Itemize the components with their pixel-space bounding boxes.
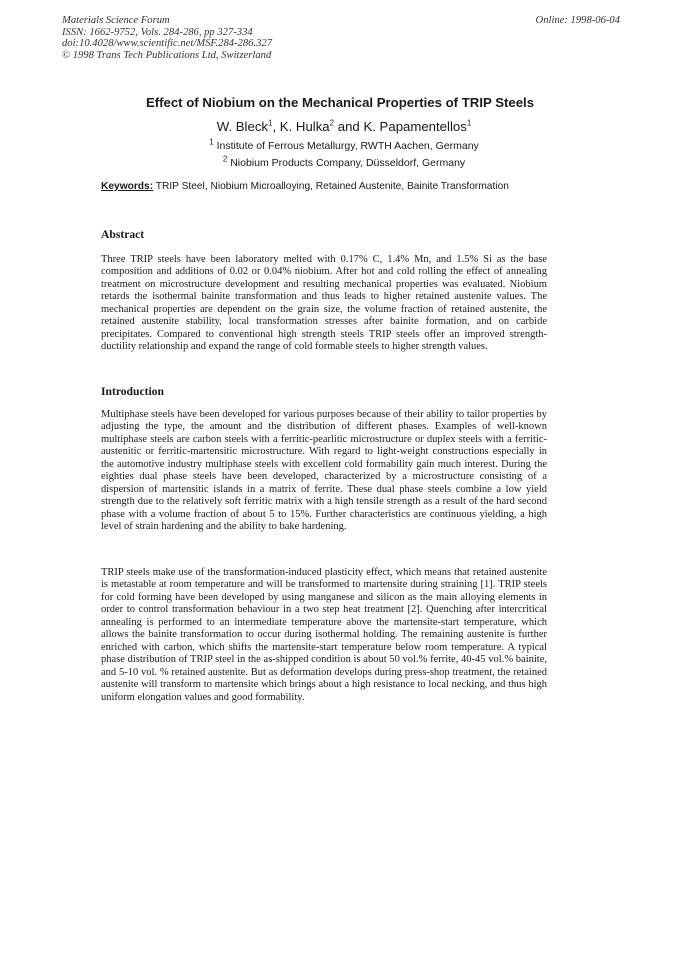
doi-link[interactable]: doi:10.4028/www.scientific.net/MSF.284-286.327 [62,38,272,50]
affiliation-text: Niobium Products Company, Düsseldorf, Germany [230,157,466,169]
keywords-line [101,181,581,192]
affiliation-marker: 2 [222,154,228,164]
issn-line: ISSN: 1662-9752, Vols. 284-286, pp 327-334 [62,26,253,38]
author-name: K. Papamentellos [363,119,467,134]
journal-name: Materials Science Forum [62,15,170,26]
author-separator: and [334,119,364,134]
affiliation-2 [60,154,628,169]
journal-header [62,15,272,61]
affiliation-marker: 1 [268,118,273,128]
affiliation-1 [60,137,628,152]
affiliation-marker: 1 [466,118,472,128]
copyright-line: © 1998 Trans Tech Publications Ltd, Switzerland [62,49,272,61]
keywords-label: Keywords: [101,181,154,192]
affiliation-marker: 1 [209,137,214,147]
affiliation-marker: 2 [329,118,335,128]
keywords-text: TRIP Steel, Niobium Microalloying, Retained Austenite, Bainite Transformation [155,181,509,192]
introduction-paragraph-1: Multiphase steels have been developed for various purposes because of their ability to tailor properties by adjusting the type, the amount and the distribution of different phases. Examples of well-known multiphase steels are carbon steels with a ferritic-pearlitic microstructure or duplex steels with a ferritic-austenitic or ferritic-martensitic microstructure. With regard to light-weight constructions especially in the automotive industry multiphase steels with excellent cold formability gain much interest. During the eighties dual phase steels have been developed, characterized by a microstructure consisting of a dispersion of martensitic islands in a matrix of ferrite. These dual phase steels combine a low yield strength due to the relatively soft ferritic matrix with a high tensile strength as a result of the hard second phase with a volume fraction of about 5 to 15%. Further characteristics are continuous yielding, a high level of strain hardening and the ability to bake hardening. [101,409,547,533]
online-date: Online: 1998-06-04 [535,15,620,26]
paper-title: Effect of Niobium on the Mechanical Properties of TRIP Steels [145,95,535,110]
author-name: K. Hulka [279,119,330,134]
author-name: W. Bleck [216,119,269,134]
author-list [60,119,628,134]
introduction-paragraph-2: TRIP steels make use of the transformation-induced plasticity effect, which means that retained austenite is metastable at room temperature and will be transformed to martensite during straining [1]. TRIP steels for cold forming have been developed by using manganese and silicon as the main alloying elements in order to control transformation behaviour in a two step heat treatment [2]. Quenching after intercritical annealing is performed to an intermediate temperature above the martensite-start temperature, which allows the bainite transformation to occur during isothermal holding. The remaining austenite is further enriched with carbon, which shifts the martensite-start temperature below room temperature. A typical phase distribution of TRIP steel in the as-shipped condition is about 50 vol.% ferrite, 40-45 vol.% bainite, and 5-10 vol. % retained austenite. But as deformation develops during press-shop treatment, the retained austenite will transform to martensite which brings about a high resistance to local necking, and thus high uniform elongation values and good formability. [101,567,547,703]
abstract-paragraph: Three TRIP steels have been laboratory melted with 0.17% C, 1.4% Mn, and 1.5% Si as the base composition and additions of 0.02 or 0.04% niobium. After hot and cold rolling the effect of annealing treatment on microstructure development and resulting mechanical properties was evaluated. Niobium retards the isothermal bainite transformation and thus leads to higher retained austenite values. The mechanical properties are dependent on the grain size, the volume fraction of retained austenite, the retained austenite stability, local transformation stresses after bainite formation, and on carbide precipitates. Compared to conventional high strength steels TRIP steels offer an improved strength-ductility relationship and expand the range of cold formable steels to higher strength values. [101,254,547,353]
introduction-heading: Introduction [101,385,164,398]
abstract-heading: Abstract [101,228,145,241]
affiliation-text: Institute of Ferrous Metallurgy, RWTH Aachen, Germany [216,140,479,152]
author-separator: , [272,119,280,134]
